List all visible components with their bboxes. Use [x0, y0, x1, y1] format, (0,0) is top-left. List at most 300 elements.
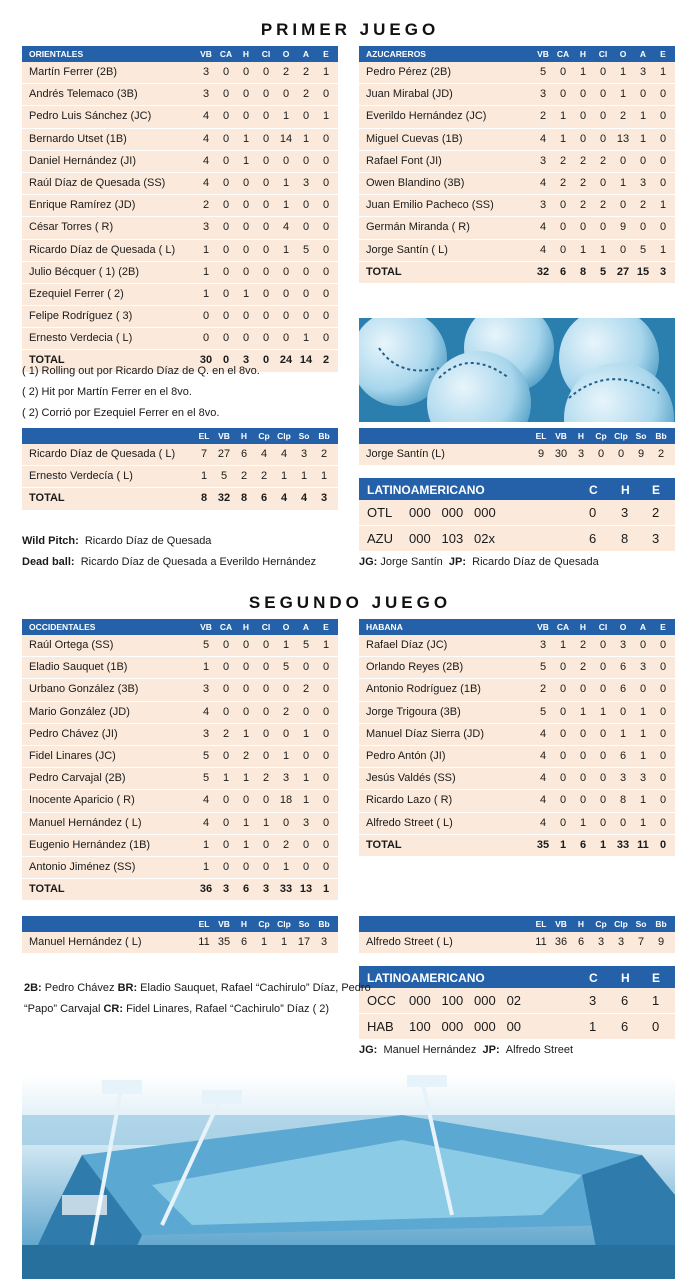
stat-cell: 0	[242, 794, 250, 807]
extras-line-2: “Papo” Carvajal CR: Fidel Linares, Rafael “Cachirulo” Díaz ( 2)	[24, 1003, 330, 1015]
stat-cell: 33	[279, 883, 293, 896]
stat-cell: 0	[322, 772, 330, 785]
stat-cell: 6	[240, 936, 248, 948]
column-header: CI	[261, 622, 271, 632]
stat-cell: 0	[559, 243, 567, 256]
column-header: So	[298, 431, 310, 441]
player-row	[22, 106, 338, 128]
stat-cell: 0	[222, 816, 230, 829]
stat-cell: 3	[617, 936, 625, 948]
stat-cell: 5	[302, 243, 310, 256]
total-row	[359, 262, 675, 283]
player-row	[359, 84, 675, 106]
stat-cell: 0	[262, 794, 270, 807]
linescore-col: H	[621, 483, 630, 497]
player-row	[359, 129, 675, 151]
player-row	[359, 635, 675, 657]
stat-cell: 7	[637, 936, 645, 948]
stat-cell: 0	[599, 221, 607, 234]
player-row	[22, 702, 338, 724]
column-header: VB	[537, 622, 549, 632]
game2-decision: JG: Manuel Hernández JP: Alfredo Street	[359, 1044, 574, 1056]
stat-cell: 0	[619, 816, 627, 829]
stat-cell: 0	[559, 816, 567, 829]
linescore-col: C	[589, 483, 598, 497]
stat-cell: 0	[322, 310, 330, 323]
linescore-row	[359, 526, 675, 552]
stat-cell: 0	[322, 132, 330, 145]
stat-cell: 0	[262, 88, 270, 101]
stat-cell: 4	[539, 794, 547, 807]
stat-cell: 2	[222, 727, 230, 740]
player-row	[359, 679, 675, 701]
stat-cell: 0	[282, 88, 290, 101]
stat-cell: 1	[282, 199, 290, 212]
stat-cell: 1	[639, 705, 647, 718]
stat-cell: 0	[322, 332, 330, 345]
player-name: Pedro Antón (JI)	[366, 749, 446, 762]
stat-cell: 2	[240, 470, 248, 483]
player-name: Owen Blandino (3B)	[366, 176, 465, 189]
stat-cell: 3	[262, 883, 270, 896]
azucareros-pitching-table	[359, 428, 675, 466]
stat-cell: 3	[539, 639, 547, 651]
column-header: A	[639, 622, 647, 632]
stat-cell: 4	[539, 243, 547, 256]
stat-cell: 0	[222, 265, 230, 278]
player-row	[22, 768, 338, 790]
player-name: Juan Mirabal (JD)	[366, 88, 453, 101]
stat-cell: 1	[659, 199, 667, 212]
player-row	[359, 724, 675, 746]
linescore-value: 6	[621, 993, 629, 1008]
stat-cell: 1	[599, 243, 607, 256]
player-name: Pedro Pérez (2B)	[366, 66, 451, 78]
stat-cell: 1	[302, 772, 310, 785]
stat-cell: 0	[262, 176, 270, 189]
stat-cell: 11	[198, 936, 210, 948]
stat-cell: 0	[322, 860, 330, 873]
stat-cell: 24	[279, 354, 293, 367]
player-name: Jorge Trigoura (3B)	[366, 705, 461, 718]
column-header: A	[302, 49, 310, 59]
stat-cell: 4	[202, 132, 210, 145]
stat-cell: 4	[280, 448, 288, 460]
player-name: Martín Ferrer (2B)	[29, 66, 118, 78]
stat-cell: 0	[559, 88, 567, 101]
player-row	[359, 173, 675, 195]
stat-cell: 0	[262, 287, 270, 300]
player-name: Antonio Jiménez (SS)	[29, 860, 136, 873]
stat-cell: 2	[242, 749, 250, 762]
stat-cell: 0	[639, 683, 647, 696]
stat-cell: 4	[539, 749, 547, 762]
footnote-3: ( 2) Corrió por Ezequiel Ferrer en el 8vo.	[22, 407, 220, 419]
stat-cell: 6	[260, 492, 268, 505]
team-name: OCCIDENTALES	[29, 622, 96, 632]
stat-cell: 0	[302, 860, 310, 873]
player-row	[359, 790, 675, 812]
column-header: VB	[218, 919, 230, 929]
player-name: Pedro Carvajal (2B)	[29, 772, 126, 785]
stat-cell: 0	[242, 705, 250, 718]
player-name: Daniel Hernández (JI)	[29, 154, 136, 167]
stat-cell: 4	[202, 176, 210, 189]
player-name: Ezequiel Ferrer ( 2)	[29, 287, 124, 300]
player-name: Urbano González (3B)	[29, 683, 139, 696]
table-header	[22, 619, 338, 635]
player-name: Manuel Díaz Sierra (JD)	[366, 727, 484, 740]
stat-cell: 2	[579, 639, 587, 651]
player-row	[22, 857, 338, 879]
stat-cell: 1	[619, 66, 627, 78]
player-row	[22, 746, 338, 768]
stat-cell: 1	[282, 860, 290, 873]
stat-cell: 1	[202, 243, 210, 256]
stat-cell: 30	[199, 354, 213, 367]
stat-cell: 2	[320, 448, 328, 460]
stat-cell: 0	[659, 683, 667, 696]
stat-cell: 1	[619, 727, 627, 740]
linescore-team: AZU	[367, 531, 393, 546]
occidentales-pitching-table	[22, 916, 338, 954]
column-header: CA	[556, 49, 570, 59]
stat-cell: 3	[619, 772, 627, 785]
stat-cell: 0	[322, 705, 330, 718]
stat-cell: 0	[659, 132, 667, 145]
stat-cell: 3	[320, 936, 328, 948]
column-header: CI	[598, 49, 608, 59]
stat-cell: 0	[322, 199, 330, 212]
stat-cell: 0	[262, 705, 270, 718]
stat-cell: 32	[536, 265, 550, 278]
column-header: H	[240, 919, 248, 929]
stat-cell: 0	[242, 176, 250, 189]
stat-cell: 2	[619, 110, 627, 123]
stat-cell: 3	[202, 221, 210, 234]
habana-pitching-table	[359, 916, 675, 954]
game2-title: SEGUNDO JUEGO	[248, 593, 452, 612]
player-row	[22, 790, 338, 812]
stat-cell: 3	[597, 936, 605, 948]
stat-cell: 2	[282, 66, 290, 78]
stat-cell: 0	[322, 727, 330, 740]
column-header: VB	[537, 49, 549, 59]
stat-cell: 0	[222, 154, 230, 167]
stat-cell: 8	[200, 492, 208, 505]
stat-cell: 1	[202, 838, 210, 851]
stat-cell: 0	[302, 154, 310, 167]
stat-cell: 6	[242, 883, 250, 896]
player-name: Enrique Ramírez (JD)	[29, 199, 136, 212]
total-label: TOTAL	[366, 838, 402, 851]
stat-cell: 5	[539, 66, 547, 78]
stat-cell: 0	[322, 749, 330, 762]
stat-cell: 2	[302, 66, 310, 78]
stat-cell: 13	[299, 883, 313, 896]
player-row	[22, 240, 338, 262]
stat-cell: 35	[536, 838, 550, 851]
player-name: Orlando Reyes (2B)	[366, 661, 464, 674]
column-header: VB	[200, 622, 212, 632]
linescore-value: 0	[589, 505, 597, 520]
stat-cell: 1	[202, 661, 210, 674]
player-name: Alfredo Street ( L)	[366, 816, 453, 829]
stat-cell: 0	[559, 683, 567, 696]
stat-cell: 14	[279, 132, 293, 145]
stat-cell: 3	[320, 492, 328, 505]
stat-cell: 1	[282, 639, 290, 651]
player-row	[22, 657, 338, 679]
player-name: Rafael Font (JI)	[366, 154, 442, 167]
stat-cell: 0	[242, 661, 250, 674]
stat-cell: 0	[559, 705, 567, 718]
stat-cell: 3	[539, 199, 547, 212]
stat-cell: 0	[639, 88, 647, 101]
stat-cell: 0	[579, 88, 587, 101]
player-name: Manuel Hernández ( L)	[29, 816, 142, 829]
stat-cell: 0	[282, 816, 290, 829]
stat-cell: 1	[202, 265, 210, 278]
stat-cell: 0	[242, 265, 250, 278]
stat-cell: 1	[302, 332, 310, 345]
stat-cell: 1	[659, 66, 667, 78]
player-row	[359, 702, 675, 724]
stat-cell: 9	[637, 448, 645, 460]
player-name: Antonio Rodríguez (1B)	[366, 683, 481, 696]
stat-cell: 1	[559, 838, 567, 851]
stat-cell: 3	[282, 772, 290, 785]
stat-cell: 0	[222, 110, 230, 123]
stat-cell: 1	[579, 243, 587, 256]
stat-cell: 1	[639, 110, 647, 123]
column-header: EL	[535, 431, 547, 441]
stat-cell: 1	[242, 154, 250, 167]
stat-cell: 0	[322, 221, 330, 234]
total-label: TOTAL	[29, 883, 65, 896]
player-row	[22, 62, 338, 84]
stat-cell: 4	[539, 816, 547, 829]
linescore-value: 6	[589, 531, 597, 546]
stat-cell: 0	[659, 176, 667, 189]
column-header: Cp	[258, 431, 270, 441]
stat-cell: 5	[539, 705, 547, 718]
linescore-team: HAB	[367, 1019, 394, 1034]
stat-cell: 1	[302, 727, 310, 740]
linescore-team: OTL	[367, 505, 393, 520]
stat-cell: 0	[599, 727, 607, 740]
linescore-title: LATINOAMERICANO	[367, 971, 485, 985]
stat-cell: 0	[659, 88, 667, 101]
stat-cell: 30	[554, 448, 568, 460]
stat-cell: 1	[579, 66, 587, 78]
stat-cell: 0	[262, 310, 270, 323]
stat-cell: 1	[242, 132, 250, 145]
stat-cell: 1	[322, 110, 330, 123]
habana-batting-table	[359, 619, 675, 856]
stat-cell: 1	[599, 705, 607, 718]
stat-cell: 2	[657, 448, 665, 460]
stat-cell: 1	[322, 66, 330, 78]
stat-cell: 1	[282, 110, 290, 123]
linescore-value: 3	[652, 531, 660, 546]
stat-cell: 0	[302, 265, 310, 278]
stat-cell: 0	[559, 199, 567, 212]
game2-linescore	[359, 966, 675, 1040]
player-row	[359, 813, 675, 835]
stat-cell: 4	[202, 154, 210, 167]
stat-cell: 0	[599, 661, 607, 674]
stat-cell: 1	[242, 287, 250, 300]
linescore-title: LATINOAMERICANO	[367, 483, 485, 497]
stat-cell: 0	[559, 221, 567, 234]
stat-cell: 1	[559, 110, 567, 123]
baseballs-photo	[359, 318, 675, 422]
stat-cell: 0	[242, 243, 250, 256]
stat-cell: 0	[597, 448, 605, 460]
stat-cell: 4	[300, 492, 308, 505]
player-row	[359, 768, 675, 790]
stat-cell: 0	[242, 66, 250, 78]
stat-cell: 5	[202, 749, 210, 762]
stat-cell: 0	[222, 132, 230, 145]
stat-cell: 0	[242, 88, 250, 101]
stat-cell: 1	[320, 470, 328, 483]
stat-cell: 11	[637, 838, 649, 851]
stat-cell: 0	[222, 332, 230, 345]
stat-cell: 2	[579, 661, 587, 674]
stat-cell: 1	[242, 838, 250, 851]
table-header	[359, 619, 675, 635]
stat-cell: 6	[240, 448, 248, 460]
stat-cell: 0	[222, 310, 230, 323]
column-header: Bb	[318, 431, 330, 441]
stat-cell: 1	[242, 816, 250, 829]
stat-cell: 0	[242, 110, 250, 123]
stat-cell: 13	[616, 132, 630, 145]
player-row	[22, 813, 338, 835]
stat-cell: 0	[262, 154, 270, 167]
stat-cell: 0	[262, 661, 270, 674]
total-row	[22, 488, 338, 509]
stat-cell: 6	[619, 683, 627, 696]
player-row	[22, 217, 338, 239]
stat-cell: 0	[559, 749, 567, 762]
stat-cell: 18	[279, 794, 293, 807]
stat-cell: 1	[322, 639, 330, 651]
stat-cell: 3	[302, 816, 310, 829]
player-name: Germán Miranda ( R)	[366, 221, 470, 234]
linescore-value: 0	[652, 1019, 660, 1034]
stat-cell: 0	[659, 772, 667, 785]
stat-cell: 32	[217, 492, 231, 505]
stat-cell: 1	[559, 132, 567, 145]
stat-cell: 1	[282, 749, 290, 762]
stat-cell: 9	[537, 448, 545, 460]
player-row	[22, 151, 338, 173]
total-label: TOTAL	[29, 354, 65, 367]
extras-line-1: 2B: Pedro Chávez BR: Eladio Sauquet, Rafael “Cachirulo” Díaz, Pedro	[24, 982, 371, 994]
stat-cell: 0	[599, 794, 607, 807]
stat-cell: 3	[639, 66, 647, 78]
stat-cell: 6	[559, 265, 567, 278]
stat-cell: 0	[282, 310, 290, 323]
column-header: CA	[556, 622, 570, 632]
column-header: VB	[555, 919, 567, 929]
stat-cell: 0	[302, 705, 310, 718]
stat-cell: 2	[282, 838, 290, 851]
stat-cell: 1	[202, 860, 210, 873]
stat-cell: 0	[619, 243, 627, 256]
stat-cell: 3	[302, 176, 310, 189]
stat-cell: 0	[659, 749, 667, 762]
linescore-value: 1	[589, 1019, 597, 1034]
player-name: Ernesto Verdecía ( L)	[29, 470, 133, 483]
game1-linescore	[359, 478, 675, 552]
stat-cell: 1	[599, 838, 607, 851]
wild-pitch-note: Wild Pitch: Ricardo Díaz de Quesada	[22, 535, 212, 547]
player-name: Andrés Telemaco (3B)	[29, 88, 138, 101]
stat-cell: 11	[535, 936, 547, 948]
stat-cell: 0	[639, 639, 647, 651]
stat-cell: 0	[222, 221, 230, 234]
stat-cell: 1	[302, 794, 310, 807]
player-name: Julio Bécquer ( 1) (2B)	[29, 265, 140, 278]
column-header: So	[635, 431, 647, 441]
player-row	[359, 195, 675, 217]
column-header: VB	[218, 431, 230, 441]
stat-cell: 2	[302, 88, 310, 101]
team-name: AZUCAREROS	[366, 49, 426, 59]
stat-cell: 0	[617, 448, 625, 460]
stat-cell: 4	[539, 176, 547, 189]
stat-cell: 3	[639, 772, 647, 785]
player-name: Alfredo Street ( L)	[366, 936, 453, 948]
stat-cell: 0	[262, 639, 270, 651]
stat-cell: 0	[222, 639, 230, 651]
column-header: Clp	[614, 919, 628, 929]
player-row	[359, 932, 675, 954]
player-row	[22, 284, 338, 306]
linescore-row	[359, 988, 675, 1014]
stat-cell: 0	[659, 727, 667, 740]
game1-title: PRIMER JUEGO	[260, 20, 440, 39]
stat-cell: 8	[619, 794, 627, 807]
linescore-innings: 100 000 000 00	[409, 1019, 522, 1034]
stat-cell: 0	[282, 727, 290, 740]
stat-cell: 3	[202, 66, 210, 78]
linescore-row	[359, 500, 675, 526]
column-header: EL	[198, 431, 210, 441]
table-header	[359, 428, 675, 444]
stat-cell: 0	[322, 838, 330, 851]
stat-cell: 0	[579, 772, 587, 785]
linescore-row	[359, 1014, 675, 1040]
player-name: Inocente Aparicio ( R)	[29, 794, 135, 807]
orientales-batting-table	[22, 46, 338, 372]
stat-cell: 2	[262, 772, 270, 785]
stat-cell: 0	[599, 772, 607, 785]
stat-cell: 2	[202, 199, 210, 212]
stat-cell: 0	[659, 705, 667, 718]
stat-cell: 5	[202, 772, 210, 785]
stat-cell: 2	[599, 154, 607, 167]
stat-cell: 0	[302, 310, 310, 323]
column-header: Bb	[318, 919, 330, 929]
stat-cell: 0	[659, 794, 667, 807]
stat-cell: 3	[639, 661, 647, 674]
stat-cell: 0	[262, 683, 270, 696]
